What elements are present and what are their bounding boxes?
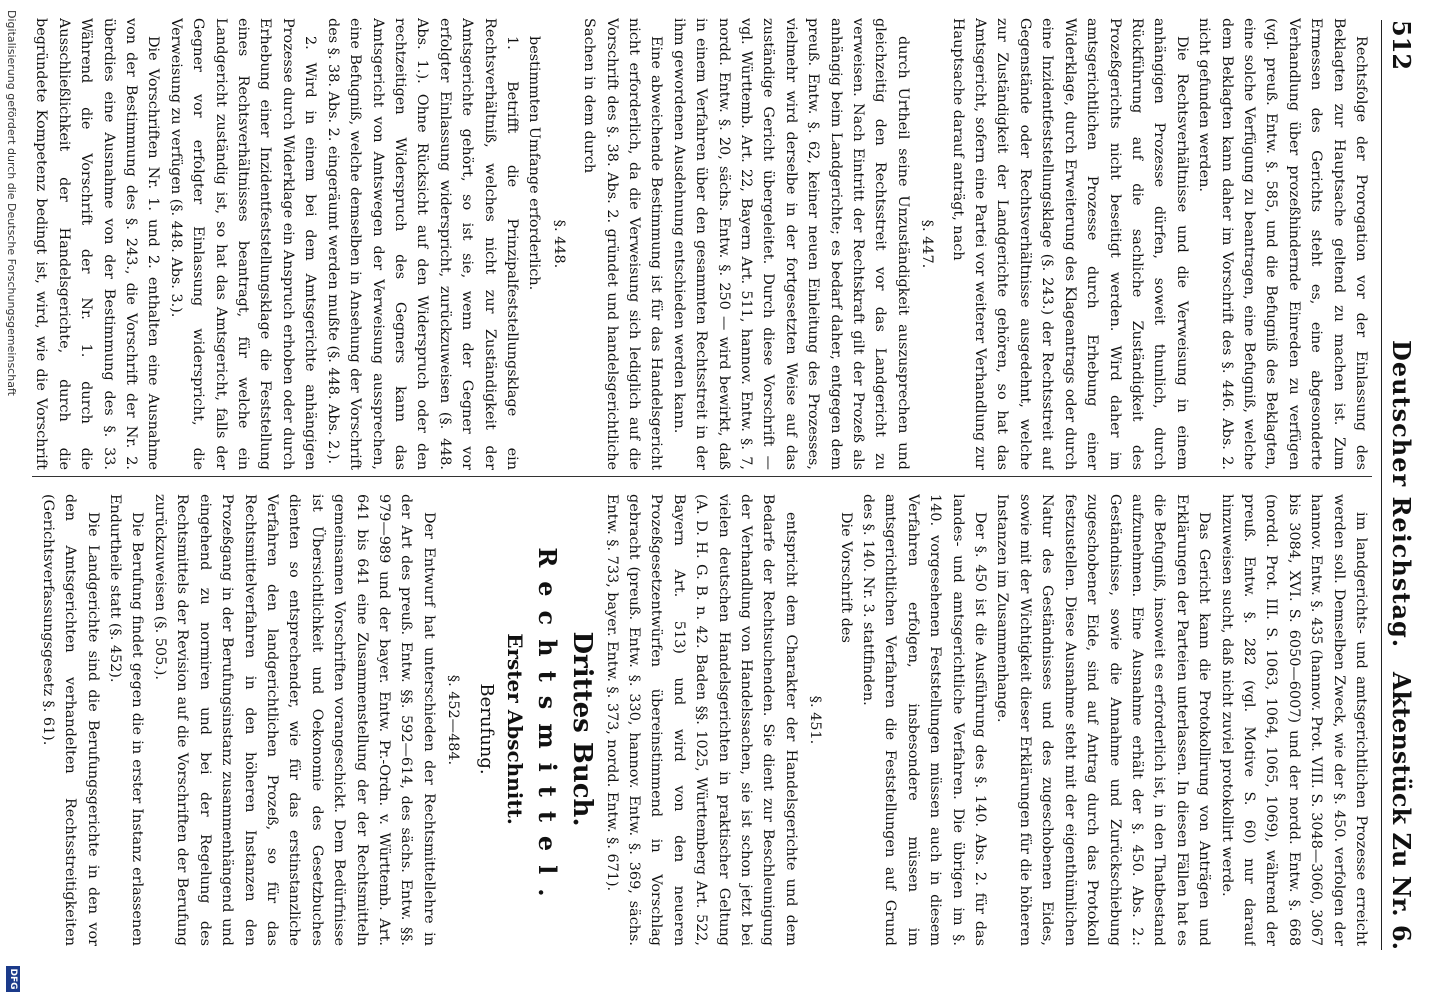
- left-text-column: [32, 18, 1372, 470]
- paragraph: bestimmten Umfange erforderlich.: [526, 36, 543, 291]
- paragraph: Die Berufung findet gegen die in erster Instanz erlassenen Endurtheile statt (§. 452).: [107, 494, 146, 946]
- digitization-footer: [2, 0, 20, 1000]
- book-topic: Berufung.: [476, 683, 498, 775]
- paragraph: Das Gericht kann die Protokollirung von Anträgen und Erklärungen der Parteien unterlassen. In diesen Fällen hat es die Befugniß, insoweit es erforderlich ist, in den Thatbestand aufzunehmen. Eine Ausnahme erhält der §. 450. Abs. 2.: Geständnisse, sowie die Annahme und Zurückschiebung zugeschobener Eide, sind auf Antrag durch das Protokoll festzustellen. Diese Ausnahme steht mit der eigenthümlichen Natur des Geständnisses und des zugeschobenen Eides, sowie mit der Wichtigkeit dieser Erklärungen für die höheren Instanzen im Zusammenhange.: [994, 494, 1213, 946]
- paragraph: Der Entwurf hat unterschieden der Rechtsmittellehre in der Art des preuß. Entw. §§. 592—614, des sächs. Entw. §§. 979—989 und der bayer. Entw. Pr.-Ordn. v. Württemb. Art. 641 bis 641 eine Zusammenstellung der der Rechtsmitteln gemeinsamen Vorschriften vorangeschickt. Dem Bedürfnisse ist Übersichtlichkeit und Oekonomie des Gesetzbuches dienten so entsprechender, wie für das erstinstanzliche Verfahren den landgerichtlichen Prozeß, so für das Rechtsmittelverfahren in den höheren Instanzen den Prozeßgang in der Berufungsinstanz zusammenhängend und eingehend zu normiren und bei der Regelung des Rechtsmittels der Revision auf die Vorschriften der Berufung zurückzuweisen (§. 505.).: [151, 494, 437, 946]
- paragraph: 1. Betrifft die Prinzipalfeststellungsklage ein Rechtsverhältniß, welches nicht zur Zuständigkeit der Amtsgerichte gehört, so ist sie, wenn der Gegner vor erfolgter Einlassung widerspricht, zurückzuweisen (§. 448. Abs. 1.). Ohne Rücksicht auf den Widerspruch oder den rechtzeitigen Widerspruch des Gegners kann das Amtsgericht von Amtswegen der Verweisung aussprechen, eine Befugniß, welche demselben in Ansehung der Vorschrift des §. 38. Abs. 2. eingeräumt werden mußte (§. 448. Abs. 2.).: [324, 18, 520, 470]
- paragraph: Die Vorschrift des: [837, 512, 854, 643]
- document-reference: Aktenstück Zu Nr. 6.: [1387, 671, 1416, 950]
- book-section: Erster Abschnitt.: [503, 633, 528, 825]
- section-heading: §. 452—484.: [445, 674, 462, 766]
- page-header: [1381, 20, 1422, 950]
- paragraph: [32, 494, 36, 946]
- book-title: Drittes Buch.: [567, 631, 598, 827]
- right-text-column: [32, 494, 1372, 946]
- paragraph: durch Urtheil seine Unzuständigkeit auszusprechen und gleichzeitig den Rechtsstreit vor das Landgericht zu verweisen. Nach Eintritt der Rechtskraft gilt der Prozeß als anhängig beim Landgerichte; es bedarf daher, entgegen dem preuß. Entw. §. 62, keiner neuen Einleitung des Prozesses, vielmehr wird derselbe in der fortgesetzten Weise auf das zuständige Gericht übergeleitet. Durch diese Vorschrift — vgl. Württemb. Art. 22, Bayern Art. 511, hannov. Entw. §. 7, nordd. Entw. §. 20, sächs. Entw. §. 250 — wird bewirkt, daß in einem Verfahren über den gesammten Rechtsstreit in der ihm gewordenen Ausdehnung entschieden werden kann.: [670, 18, 911, 470]
- paragraph: Die Vorschriften Nr. 1. und 2. enthalten eine Ausnahme von der Bestimmung des §. 243., die Vorschrift der Nr. 2. überdies eine Ausnahme von der Bestimmung des §. 33. Während die Vorschrift der Nr. 1. durch die Ausschließlichkeit der Handelsgerichte, durch die begründete Kompetenz bedingt ist, wird, wie die Vorschrift: [33, 18, 162, 470]
- dfg-logo: DFG: [6, 966, 20, 992]
- page-number: 512: [1387, 20, 1416, 71]
- section-heading: §. 451.: [807, 695, 824, 745]
- funding-note: Digitalisierung gefördert durch die Deutsche Forschungsgemeinschaft: [5, 10, 18, 396]
- section-heading: §. 448.: [550, 219, 567, 269]
- paragraph: Die Landgerichte sind die Berufungsgerichte in den vor den Amtsgerichten verhandelten Rechtsstreitigkeiten (Gerichtsverfassungsgesetz §. 61).: [39, 494, 101, 946]
- paragraph: entspricht dem Charakter der Handelsgerichte und dem Bedarfe der Rechtsuchenden. Sie dient zur Beschleunigung der Verhandlung von Handelssachen, sie ist schon jetzt bei vielen deutschen Handelsgerichten in praktischer Geltung (A. D. H. G. B. n. 42. Baden §§. 1025, Württemberg Art. 522, Bayern Art. 513) und wird von den neueren Prozeßgesetzentwürfen übereinstimmend in Vorschlag gebracht (preuß. Entw. §. 330, hannov. Entw. §. 369, sächs. Entw. §. 733, bayer. Entw. §. 373, nordd. Entw. §. 671).: [603, 494, 799, 946]
- paragraph: im landgerichts- und amtsgerichtlichen Prozesse erreicht werden soll. Demselben Zweck, wie der §. 450. verfolgen der hannov. Entw. §. 435 (hannov. Prot. VIII. S. 3048—3060, 3067 bis 3084, XVI. S. 6050—6007) und der nordd. Entw. §. 668 (nordd. Prot. III. S. 1063, 1064, 1065, 1069), während der preuß. Entw. §. 282 (vgl. Motive S. 60) nur darauf hinzuweisen sucht, daß nicht zuviel protokollirt werde.: [1218, 494, 1369, 946]
- paragraph: Rechtsfolge der Prorogation vor der Einlassung des Beklagten zur Hauptsache geltend zu machen ist. Zum Ermessen des Gerichts steht es, eine abgesonderte Verhandlung über prozeßhindernde Einreden zu verfügen (vgl. preuß. Entw. §. 585, und die Befugniß des Beklagten, eine solche Verfügung zu beantragen, eine Befugniß, welche dem Beklagten kann daher im Vorschrift des §. 446. Abs. 2. nicht gefunden werden.: [1196, 18, 1369, 470]
- book-sub: Rechtsmittel.: [533, 547, 563, 911]
- section-heading: §. 447.: [919, 219, 936, 269]
- column-divider: [32, 476, 1372, 477]
- running-title: Deutscher Reichstag.: [1387, 340, 1416, 649]
- paragraph: Die Rechtsverhältnisse und die Verweisung in einem anhängigen Prozesse dürfen, soweit thunlich, durch Rückführung auf die sachliche Zuständigkeit des Prozeßgerichts nicht beseitigt werden. Wird daher im amtsgerichtlichen Prozesse durch Erhebung einer Widerklage, durch Erweiterung des Klageantrags oder durch eine Inzidentfeststellungsklage (§. 243.) der Rechtsstreit auf Gegenstände oder Rechtsverhältnisse ausgedehnt, welche zur Zuständigkeit der Landgerichte gehören, so hat das Amtsgericht, sofern eine Partei vor weiterer Verhandlung zur Hauptsache darauf anträgt, nach: [949, 18, 1190, 470]
- paragraph: Eine abweichende Bestimmung ist für das Handelsgericht nicht erforderlich, da die Verweisung sich lediglich auf die Vorschrift des §. 38. Abs. 2. gründet und handelsgerichtliche Sachen in dem durch: [581, 18, 665, 470]
- paragraph: Der §. 450 ist die Ausführung des §. 140. Abs. 2. für das landes- und amtsgerichtliche Verfahren. Die übrigen im §. 140. vorgesehenen Feststellungen müssen auch in diesem Verfahren erfolgen, insbesondere müssen im amtsgerichtlichen Verfahren die Feststellungen auf Grund des §. 140. Nr. 3. stattfinden.: [860, 494, 989, 946]
- paragraph: 2. Wird in einem bei dem Amtsgerichte anhängigen Prozesse durch Widerklage ein Anspruch erhoben oder durch Erhebung einer Inzidentfeststellungsklage die Feststellung eines Rechtsverhältnisses beantragt, für welche ein Landgericht zuständig ist, so hat das Amtsgericht, falls der Gegner vor erfolgter Einlassung widerspricht, die Verweisung zu verfügen (§. 448. Abs. 3.).: [167, 18, 319, 470]
